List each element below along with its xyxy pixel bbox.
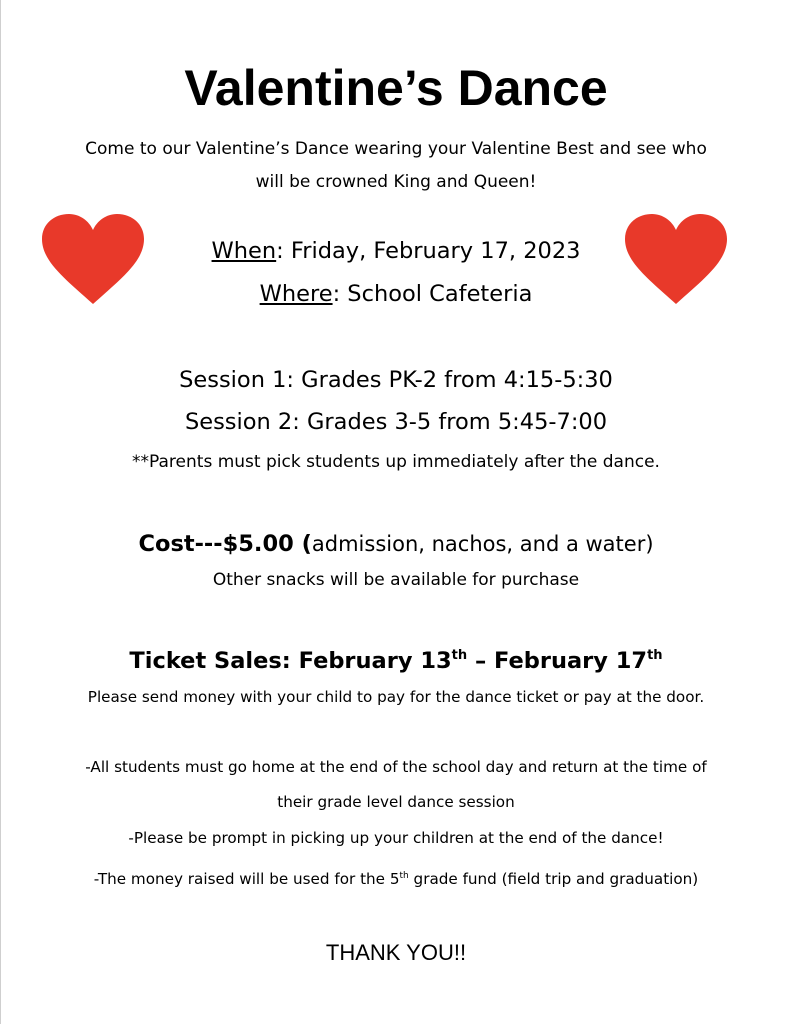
ticket-sales-sup-2: th xyxy=(647,648,663,663)
students-note-line-2: their grade level dance session xyxy=(277,793,515,811)
cost-line xyxy=(0,529,792,559)
students-note-line-1: -All students must go home at the end of the school day and return at the time of xyxy=(85,758,707,776)
where-value: School Cafeteria xyxy=(347,281,533,307)
when-separator: : xyxy=(276,238,291,264)
session-1: Session 1: Grades PK-2 from 4:15-5:30 xyxy=(179,367,613,393)
when-label: When xyxy=(211,238,277,264)
session-2: Session 2: Grades 3-5 from 5:45-7:00 xyxy=(184,409,608,435)
ticket-sales xyxy=(0,645,792,677)
cost-label: Cost---$5.00 ( xyxy=(138,531,312,557)
prompt-note: -Please be prompt in picking up your children at the end of the dance! xyxy=(128,829,664,847)
where-label: Where xyxy=(259,281,333,307)
ticket-sales-prefix: Ticket Sales: February 13 xyxy=(129,648,452,674)
intro-line-2: will be crowned King and Queen! xyxy=(255,172,537,192)
when-line xyxy=(0,236,792,266)
ticket-sales-sup-1: th xyxy=(451,648,468,663)
money-note-sup: th xyxy=(399,871,409,881)
where-separator: : xyxy=(332,281,348,307)
pickup-note: **Parents must pick students up immediately after the dance. xyxy=(132,452,660,472)
intro-line-1: Come to our Valentine’s Dance wearing your Valentine Best and see who xyxy=(85,139,707,159)
flyer-title: Valentine’s Dance xyxy=(184,60,608,116)
cost-detail: admission, nachos, and a water) xyxy=(311,532,654,556)
other-snacks: Other snacks will be available for purchase xyxy=(212,570,580,590)
money-note xyxy=(0,868,792,890)
send-money-note: Please send money with your child to pay for the dance ticket or pay at the door. xyxy=(87,688,705,706)
money-note-prefix: -The money raised will be used for the 5 xyxy=(93,870,400,888)
ticket-sales-middle: – February 17 xyxy=(467,648,648,674)
where-line xyxy=(0,279,792,309)
when-value: Friday, February 17, 2023 xyxy=(290,238,581,264)
money-note-suffix: grade fund (field trip and graduation) xyxy=(408,870,699,888)
thank-you: THANK YOU!! xyxy=(325,940,467,965)
